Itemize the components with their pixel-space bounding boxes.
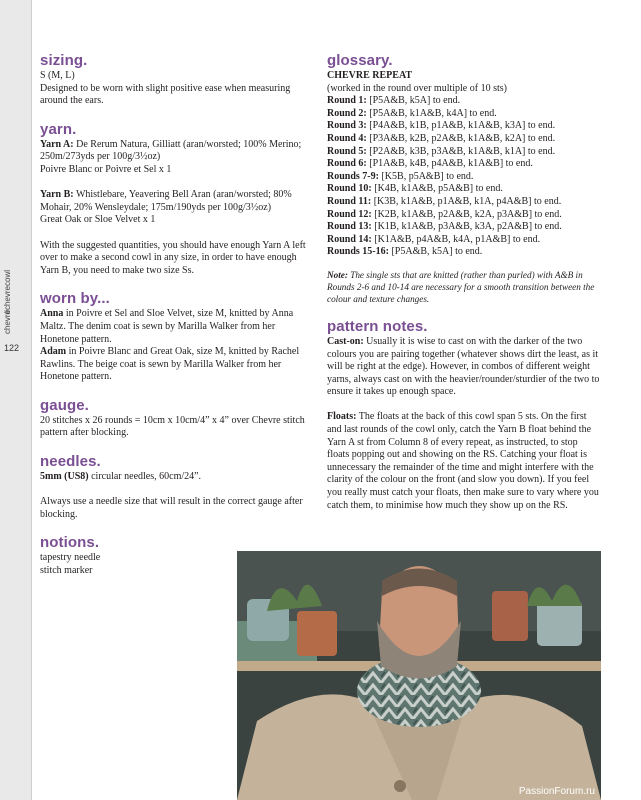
yarn-heading: yarn. <box>40 120 77 138</box>
section-sizing <box>40 52 314 108</box>
glossary-note-text: The single sts that are knitted (rather than purled) with A&B in Rounds 2-6 and 10-14 are necessary for a smooth transition between the colour and texture changes. <box>327 269 595 304</box>
round-label: Round 10: <box>327 183 372 195</box>
round-row <box>327 183 602 196</box>
needles-size-text: circular needles, 60cm/24”. <box>88 471 202 483</box>
section-needles <box>40 453 314 521</box>
round-label: Round 11: <box>327 195 372 207</box>
round-label: Round 2: <box>327 107 367 119</box>
gauge-text: 20 stitches x 26 rounds = 10cm x 10cm/4” x 4” over Chevre stitch pattern after blocking. <box>40 414 305 439</box>
round-text: [K4B, k1A&B, p5A&B] to end. <box>371 183 503 195</box>
round-text: [K1B, k1A&B, p3A&B, k3A, p2A&B] to end. <box>371 221 562 233</box>
notion-item: tapestry needle <box>40 552 101 564</box>
round-text: [P5A&B, k5A] to end. <box>388 246 483 258</box>
round-row <box>327 209 602 222</box>
round-text: [P1A&B, k4B, p4A&B, k1A&B] to end. <box>366 158 533 170</box>
page-number: 122 <box>4 343 20 353</box>
needles-heading: needles. <box>40 453 101 471</box>
cast-on-text: Usually it is wise to cast on with the darker of the two colours you are pairing together (whatever shows dirt the least, as it will be right at the edge). However, in combos of different weight yarns, always cast on with the heavier/rounder/sturdier of the two to ensure it takes up enough space. <box>327 335 600 398</box>
round-row <box>327 108 602 121</box>
pattern-notes-heading: pattern notes. <box>327 317 428 335</box>
cowl-photo <box>237 551 601 800</box>
left-column <box>40 52 314 591</box>
round-row <box>327 196 602 209</box>
round-label: Rounds 7-9: <box>327 170 379 182</box>
gauge-heading: gauge. <box>40 396 89 414</box>
chevre-repeat-title: CHEVRE REPEAT <box>327 70 413 81</box>
adam-name: Adam <box>40 346 67 358</box>
yarn-b-colors: Great Oak or Sloe Velvet x 1 <box>40 214 156 226</box>
sizing-heading: sizing. <box>40 52 88 69</box>
round-label: Round 3: <box>327 120 367 132</box>
needles-note: Always use a needle size that will result in the correct gauge after blocking. <box>40 496 303 520</box>
round-text: [K3B, k1A&B, p1A&B, k1A, p4A&B] to end. <box>371 195 562 207</box>
section-worn-by <box>40 290 314 384</box>
round-label: Round 4: <box>327 132 367 144</box>
sidebar-strip <box>0 0 32 800</box>
glossary-note <box>327 269 602 305</box>
section-yarn <box>40 121 314 278</box>
needles-size <box>40 471 314 484</box>
round-row <box>327 146 602 159</box>
round-text: [P2A&B, k3B, p3A&B, k1A&B, k1A] to end. <box>366 145 556 157</box>
sizing-size: S (M, L) <box>40 70 75 81</box>
yarn-a-text: De Rerum Natura, Gilliatt (aran/worsted; 100% Merino; 250m/273yds per 100g/3½oz) <box>40 138 302 163</box>
section-glossary <box>327 52 602 305</box>
watermark: PassionForum.ru <box>518 786 595 797</box>
yarn-b <box>40 189 314 214</box>
glossary-heading: glossary. <box>327 52 393 69</box>
round-label: Round 12: <box>327 208 372 220</box>
round-row <box>327 221 602 234</box>
chevre-repeat-note: (worked in the round over multiple of 10 sts) <box>327 82 507 94</box>
round-label: Rounds 15-16: <box>327 246 389 258</box>
floats-text: The floats at the back of this cowl span 5 sts. On the first and last rounds of the cowl only, catch the Yarn B float behind the Yarn A st from Column 8 of every repeat, as instructed, to stop floats popping out and showing on the RS. Catching your float is unnecessary the remainder of the time and might interfere with the clarity of the colour on the front (and slow you down). If you feel you really must catch your floats, then make sure to vary where you catch them, to minimise how much they show up on the RS. <box>327 411 599 511</box>
worn-by-heading: worn by... <box>40 290 110 308</box>
worn-by-adam <box>40 346 314 384</box>
round-label: Round 1: <box>327 95 367 107</box>
round-row <box>327 171 602 184</box>
round-row <box>327 246 602 259</box>
round-text: [K2B, k1A&B, p2A&B, k2A, p3A&B] to end. <box>371 208 562 220</box>
yarn-a <box>40 139 314 164</box>
round-row <box>327 158 602 171</box>
sizing-note: Designed to be worn with slight positive ease when measuring around the ears. <box>40 82 291 107</box>
notion-item: stitch marker <box>40 565 93 577</box>
anna-text: in Poivre et Sel and Sloe Velvet, size M, knitted by Anna Maltz. The denim coat is sewn by Marilla Walker from her Honetone pattern. <box>40 308 294 345</box>
section-gauge <box>40 397 314 440</box>
round-text: [P4A&B, k1B, p1A&B, k1A&B, k3A] to end. <box>366 120 556 132</box>
yarn-b-text: Whistlebare, Yeavering Bell Aran (aran/worsted; 80% Mohair, 20% Wensleydale; 175m/190yds per 100g/3½oz) <box>40 189 292 213</box>
yarn-a-label: Yarn A: <box>40 138 74 150</box>
round-text: [P5A&B, k5A] to end. <box>366 95 461 107</box>
yarn-a-colors: Poivre Blanc or Poivre et Sel x 1 <box>40 163 172 175</box>
floats-note <box>327 411 602 512</box>
cowl-photo-illustration <box>237 551 601 800</box>
round-text: [P3A&B, k2B, p2A&B, k1A&B, k2A] to end. <box>366 132 556 144</box>
round-row <box>327 133 602 146</box>
rounds-list <box>327 95 602 259</box>
notions-heading: notions. <box>40 534 100 552</box>
sidebar-pattern-name: chevre <box>3 310 12 335</box>
round-label: Round 13: <box>327 221 372 233</box>
round-text: [K5B, p5A&B] to end. <box>378 170 474 182</box>
round-row <box>327 95 602 108</box>
round-row <box>327 120 602 133</box>
sidebar-divider <box>31 0 32 800</box>
glossary-note-label: Note: <box>327 269 348 280</box>
sidebar-hashtag: #chevrecowl <box>3 270 12 315</box>
round-row <box>327 234 602 247</box>
adam-text: in Poivre Blanc and Great Oak, size M, knitted by Rachel Rawlins. The beige coat is sewn by Marilla Walker from her Honetone pattern. <box>40 346 300 383</box>
yarn-b-label: Yarn B: <box>40 189 74 201</box>
round-label: Round 5: <box>327 145 367 157</box>
floats-label: Floats: <box>327 411 357 423</box>
yarn-quantities: With the suggested quantities, you should have enough Yarn A left over to make a second cowl in any size, in order to have enough Yarn B, you need to make two size Ss. <box>40 239 306 276</box>
cast-on-label: Cast-on: <box>327 335 364 347</box>
cast-on-note <box>327 336 602 399</box>
round-label: Round 14: <box>327 233 372 245</box>
anna-name: Anna <box>40 308 64 320</box>
round-label: Round 6: <box>327 158 367 170</box>
right-column <box>327 52 602 525</box>
worn-by-anna <box>40 308 314 346</box>
round-text: [K1A&B, p4A&B, k4A, p1A&B] to end. <box>371 233 541 245</box>
needles-size-label: 5mm (US8) <box>40 471 89 483</box>
round-text: [P5A&B, k1A&B, k4A] to end. <box>366 107 497 119</box>
section-pattern-notes <box>327 318 602 512</box>
